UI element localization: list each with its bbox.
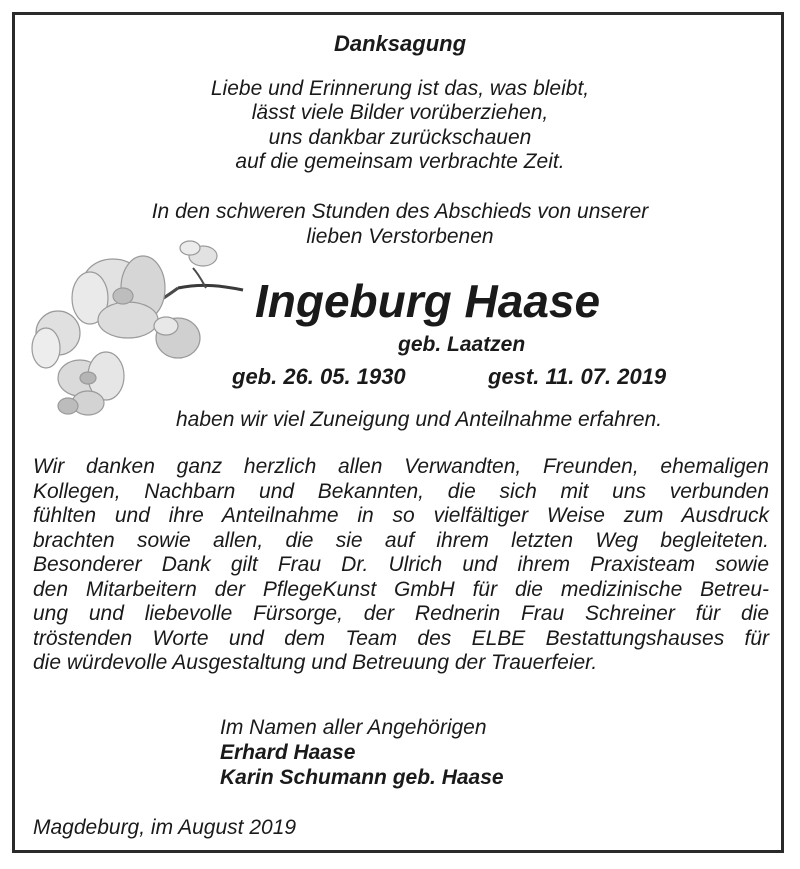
birth-date: geb. 26. 05. 1930 [232, 364, 406, 389]
signer-name: Karin Schumann geb. Haase [220, 766, 504, 789]
death-date: gest. 11. 07. 2019 [488, 364, 667, 389]
thanks-line: Kollegen, Nachbarn und Bekannten, die sich mit uns verbunden [33, 479, 769, 503]
poem-line: auf die gemeinsam verbrachte Zeit. [235, 150, 565, 173]
thanks-line: tröstenden Worte und dem Team des ELBE Bestattungshauses für [33, 626, 769, 650]
heading: Danksagung [333, 31, 467, 56]
intro-line: lieben Verstorbenen [306, 225, 494, 248]
thanks-line: die würdevolle Ausgestaltung und Betreuung der Trauerfeier. [33, 651, 598, 674]
intro-line: In den schweren Stunden des Abschieds von unserer [151, 200, 649, 223]
orchid-image [28, 228, 258, 428]
thanks-line: Besonderer Dank gilt Frau Dr. Ulrich und ihrem Praxisteam sowie [33, 553, 769, 576]
poem-line: lässt viele Bilder vorüberziehen, [251, 101, 549, 124]
poem-line: uns dankbar zurückschauen [268, 126, 532, 149]
thanks-line: brachten sowie allen, die sie auf ihrem letzten Weg begleiteten. [33, 528, 769, 552]
thanks-line: den Mitarbeitern der PflegeKunst GmbH für die medizinische Betreu- [33, 577, 769, 601]
thanks-line: fühlten und ihre Anteilnahme in so vielfältiger Weise zum Ausdruck [33, 504, 769, 527]
signature-intro: Im Namen aller Angehörigen [220, 716, 487, 739]
maiden-name: geb. Laatzen [398, 333, 526, 356]
signer-name: Erhard Haase [220, 741, 356, 764]
place-date: Magdeburg, im August 2019 [33, 816, 297, 839]
received-line: haben wir viel Zuneigung und Anteilnahme erfahren. [176, 408, 663, 431]
thanks-line: Wir danken ganz herzlich allen Verwandten, Freunden, ehemaligen [33, 455, 769, 478]
deceased-name: Ingeburg Haase [255, 275, 601, 327]
thanks-line: ung und liebevolle Fürsorge, der Rednerin Frau Schreiner für die [33, 602, 769, 625]
poem-line: Liebe und Erinnerung ist das, was bleibt, [210, 77, 590, 100]
thanks-paragraph [33, 455, 769, 676]
